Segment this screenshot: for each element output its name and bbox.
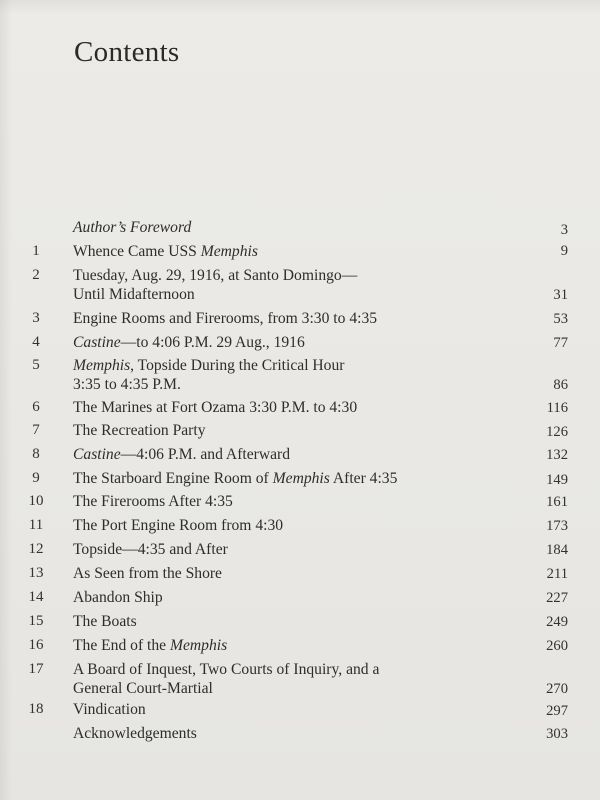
chapter-title-segment: Abandon Ship bbox=[73, 589, 163, 606]
chapter-number: 2 bbox=[32, 267, 40, 283]
chapter-title bbox=[73, 266, 493, 304]
chapter-title-segment: Whence Came USS bbox=[73, 243, 201, 260]
chapter-title-segment: The End of the bbox=[73, 637, 170, 654]
chapter-title-segment: The Recreation Party bbox=[73, 422, 206, 439]
chapter-number: 15 bbox=[28, 613, 44, 629]
chapter-title bbox=[73, 445, 493, 464]
page-number: 9 bbox=[560, 243, 568, 259]
chapter-title bbox=[73, 309, 493, 328]
page-number: 116 bbox=[546, 400, 568, 416]
chapter-title bbox=[73, 660, 493, 698]
chapter-number: 4 bbox=[32, 334, 40, 350]
chapter-title-segment: —to 4:06 P.M. 29 Aug., 1916 bbox=[120, 334, 305, 351]
chapter-title-continuation: 3:35 to 4:35 P.M. bbox=[73, 376, 181, 393]
page-number: 260 bbox=[546, 638, 568, 654]
chapter-title-segment: Castine bbox=[73, 334, 121, 351]
chapter-number: 1 bbox=[32, 243, 40, 259]
chapter-number: 9 bbox=[32, 470, 40, 486]
chapter-title bbox=[73, 356, 493, 394]
page-number: 249 bbox=[546, 614, 568, 630]
chapter-title-segment: A Board of Inquest, Two Courts of Inquiry, and a bbox=[73, 661, 380, 678]
chapter-title-segment: Castine bbox=[73, 446, 121, 463]
chapter-title-segment: Engine Rooms and Firerooms, from 3:30 to 4:35 bbox=[73, 310, 378, 327]
chapter-title bbox=[73, 398, 493, 417]
chapter-number: 5 bbox=[32, 357, 40, 373]
page-number: 211 bbox=[546, 566, 568, 582]
chapter-number: 13 bbox=[28, 565, 44, 581]
chapter-number: 10 bbox=[28, 493, 44, 509]
chapter-title-segment: Topside—4:35 and After bbox=[73, 541, 228, 558]
chapter-number: 7 bbox=[32, 422, 40, 438]
page-title: Contents bbox=[74, 36, 180, 68]
chapter-title-segment: Vindication bbox=[73, 701, 146, 718]
chapter-title-segment: The Boats bbox=[73, 613, 137, 630]
chapter-title-segment: The Starboard Engine Room of bbox=[73, 470, 273, 487]
chapter-title-segment: —4:06 P.M. and Afterward bbox=[120, 446, 291, 463]
chapter-title-segment: Memphis bbox=[272, 470, 330, 487]
chapter-title bbox=[73, 564, 493, 583]
chapter-title bbox=[73, 492, 493, 511]
chapter-title bbox=[73, 469, 493, 488]
page-number: 184 bbox=[546, 542, 568, 558]
chapter-title-segment: Tuesday, Aug. 29, 1916, at Santo Domingo— bbox=[73, 267, 358, 284]
chapter-title bbox=[73, 612, 493, 631]
page-number: 227 bbox=[546, 590, 568, 606]
page-number: 149 bbox=[546, 472, 568, 488]
chapter-title-segment: Memphis bbox=[73, 357, 131, 374]
page-number: 297 bbox=[546, 703, 568, 719]
page-shadow-left bbox=[0, 0, 12, 800]
chapter-number: 14 bbox=[28, 589, 44, 605]
chapter-number: 3 bbox=[32, 310, 40, 326]
page-number: 270 bbox=[546, 681, 568, 697]
page-number: 3 bbox=[560, 222, 568, 238]
chapter-title-segment: Memphis bbox=[170, 637, 228, 654]
page-shadow-top bbox=[0, 0, 600, 14]
chapter-title bbox=[73, 333, 493, 352]
page-number: 86 bbox=[553, 377, 568, 393]
chapter-title bbox=[73, 218, 493, 237]
chapter-number: 12 bbox=[28, 541, 44, 557]
chapter-title bbox=[73, 700, 493, 719]
page-number: 53 bbox=[553, 311, 568, 327]
chapter-title bbox=[73, 421, 493, 440]
chapter-title-continuation: Until Midafternoon bbox=[73, 286, 195, 303]
chapter-title-segment: As Seen from the Shore bbox=[73, 565, 222, 582]
page-number: 77 bbox=[553, 335, 568, 351]
page-number: 303 bbox=[546, 726, 568, 742]
chapter-title-segment: , Topside During the Critical Hour bbox=[130, 357, 345, 374]
chapter-title bbox=[73, 724, 493, 743]
chapter-number: 6 bbox=[32, 399, 40, 415]
chapter-number: 16 bbox=[28, 637, 44, 653]
chapter-number: 11 bbox=[28, 517, 44, 533]
chapter-title bbox=[73, 242, 493, 261]
chapter-title bbox=[73, 540, 493, 559]
page-number: 31 bbox=[553, 287, 568, 303]
chapter-title bbox=[73, 516, 493, 535]
chapter-title-segment: Acknowledgements bbox=[73, 725, 197, 742]
chapter-title-segment: The Marines at Fort Ozama 3:30 P.M. to 4:30 bbox=[73, 399, 358, 416]
chapter-number: 17 bbox=[28, 661, 44, 677]
page-number: 173 bbox=[546, 518, 568, 534]
chapter-number: 8 bbox=[32, 446, 40, 462]
page-number: 161 bbox=[546, 494, 568, 510]
chapter-title bbox=[73, 588, 493, 607]
chapter-title-segment: The Firerooms After 4:35 bbox=[73, 493, 233, 510]
chapter-number: 18 bbox=[28, 701, 44, 717]
chapter-title-continuation: General Court-Martial bbox=[73, 680, 213, 697]
chapter-title-segment: After 4:35 bbox=[329, 470, 398, 487]
chapter-title-segment: Author’s Foreword bbox=[73, 219, 192, 236]
chapter-title-segment: Memphis bbox=[200, 243, 258, 260]
chapter-title bbox=[73, 636, 493, 655]
page-number: 132 bbox=[546, 447, 568, 463]
chapter-title-segment: The Port Engine Room from 4:30 bbox=[73, 517, 284, 534]
page-number: 126 bbox=[546, 424, 568, 440]
